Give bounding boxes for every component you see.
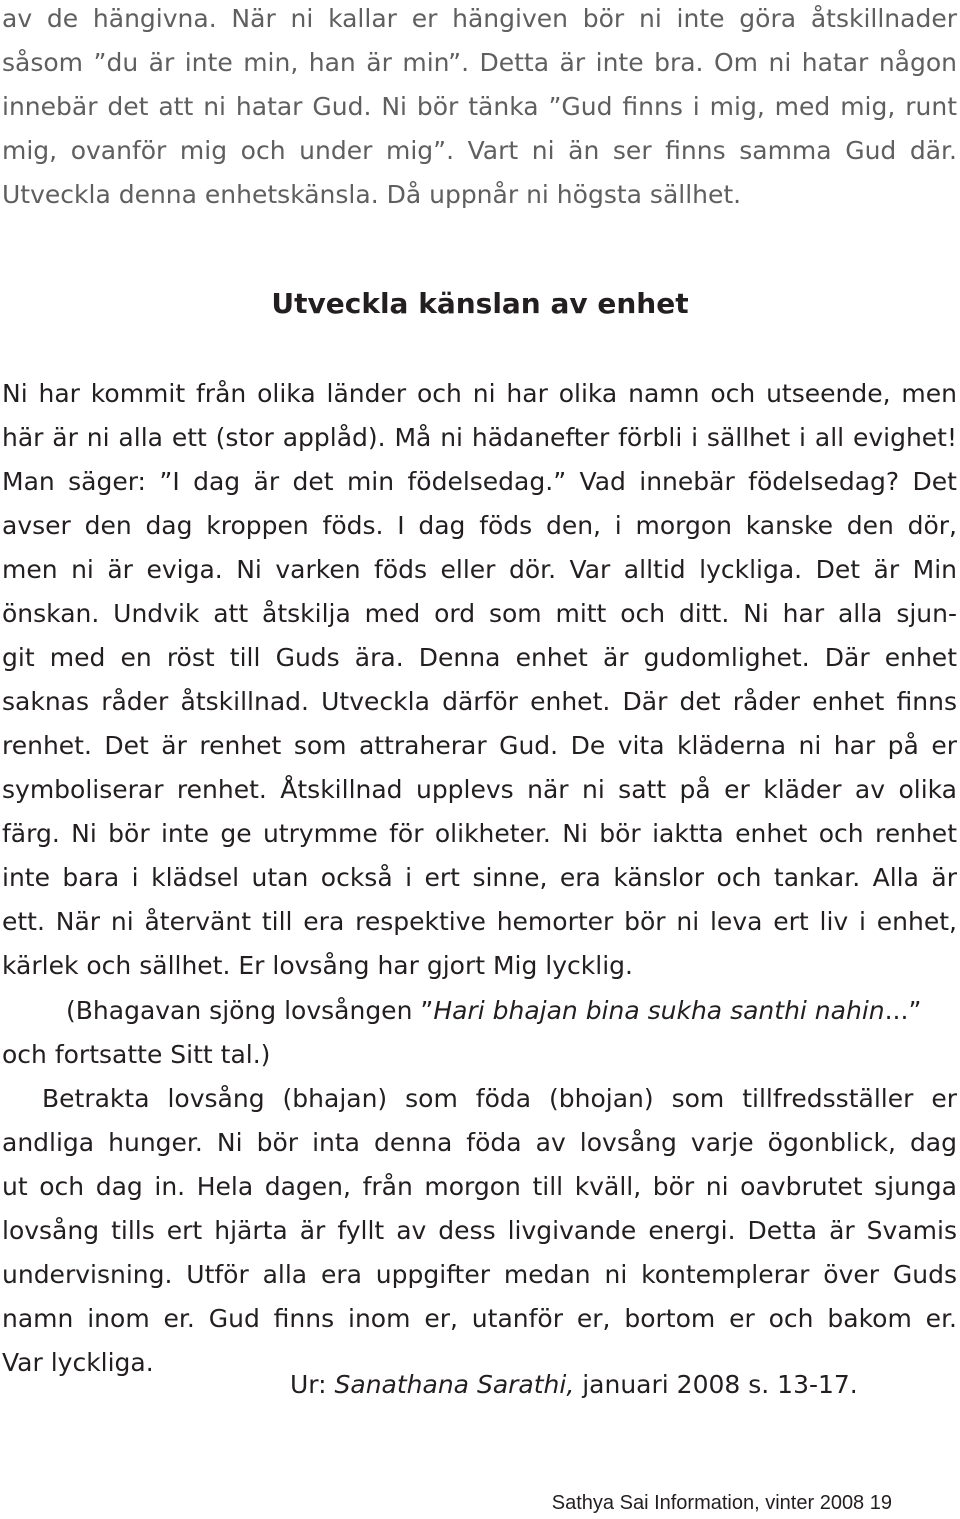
body-line: saknas råder åtskillnad. Utveckla därför enhet. Där det råder enhet finns (2, 687, 957, 716)
body-line: andliga hunger. Ni bör inta denna föda av lovsång varje ögonblick, dag (2, 1128, 957, 1157)
body-line: Var lyckliga. (2, 1348, 154, 1377)
bhajan-note-line: och fortsatte Sitt tal.) (2, 1040, 271, 1069)
source-suffix: januari 2008 s. 13-17. (574, 1370, 858, 1399)
intro-line: innebär det att ni hatar Gud. Ni bör tänka ”Gud finns i mig, med mig, runt (2, 92, 957, 121)
body-line: Ni har kommit från olika länder och ni har olika namn och utseende, men (2, 379, 957, 408)
body-line: men ni är eviga. Ni varken föds eller dör. Var alltid lyckliga. Det är Min (2, 555, 957, 584)
body-line: Man säger: ”I dag är det min födelsedag.” Vad innebär födelsedag? Det (2, 467, 957, 496)
body-line: git med en röst till Guds ära. Denna enhet är gudomlighet. Där enhet (2, 643, 957, 672)
intro-line: såsom ”du är inte min, han är min”. Detta är inte bra. Om ni hatar någon (2, 48, 957, 77)
body-line: inte bara i klädsel utan också i ert sinne, era känslor och tankar. Alla är (2, 863, 957, 892)
bhajan-note (66, 994, 921, 1028)
body-line: ut och dag in. Hela dagen, från morgon till kväll, bör ni oavbrutet sjunga (2, 1172, 957, 1201)
intro-line: Utveckla denna enhetskänsla. Då uppnår ni högsta sällhet. (2, 180, 742, 209)
body-line: symboliserar renhet. Åtskillnad upplevs när ni satt på er kläder av olika (2, 775, 957, 804)
body-line: renhet. Det är renhet som attraherar Gud. De vita kläderna ni har på er (2, 731, 957, 760)
body-line: Betrakta lovsång (bhajan) som föda (bhojan) som tillfredsställer er (42, 1084, 957, 1113)
body-line: här är ni alla ett (stor applåd). Må ni hädanefter förbli i sällhet i all evighet! (2, 423, 957, 452)
source-title: Sanathana Sarathi, (334, 1370, 575, 1399)
body-line: ett. När ni återvänt till era respektive hemorter bör ni leva ert liv i enhet, (2, 907, 957, 936)
source-prefix: Ur: (290, 1370, 335, 1399)
body-line: färg. Ni bör inte ge utrymme för olikheter. Ni bör iaktta enhet och renhet (2, 819, 957, 848)
body-line: avser den dag kroppen föds. I dag föds den, i morgon kanske den dör, (2, 511, 957, 540)
intro-line: mig, ovanför mig och under mig”. Vart ni än ser finns samma Gud där. (2, 136, 957, 165)
body-line: kärlek och sällhet. Er lovsång har gjort Mig lycklig. (2, 951, 633, 980)
body-line: namn inom er. Gud finns inom er, utanför er, bortom er och bakom er. (2, 1304, 957, 1333)
bhajan-note-prefix: (Bhagavan sjöng lovsången ” (66, 996, 434, 1025)
source-citation (290, 1368, 858, 1402)
section-heading: Utveckla känslan av enhet (271, 287, 689, 320)
bhajan-note-suffix: ...” (884, 996, 922, 1025)
intro-line: av de hängivna. När ni kallar er hängiven bör ni inte göra åtskillnader (2, 4, 957, 33)
page-footer: Sathya Sai Information, vinter 2008 19 (551, 1492, 892, 1514)
body-line: önskan. Undvik att åtskilja med ord som mitt och ditt. Ni har alla sjun- (2, 599, 957, 628)
body-line: lovsång tills ert hjärta är fyllt av dess livgivande energi. Detta är Svamis (2, 1216, 957, 1245)
bhajan-title: Hari bhajan bina sukha santhi nahin (433, 996, 885, 1025)
body-line: undervisning. Utför alla era uppgifter medan ni kontemplerar över Guds (2, 1260, 957, 1289)
